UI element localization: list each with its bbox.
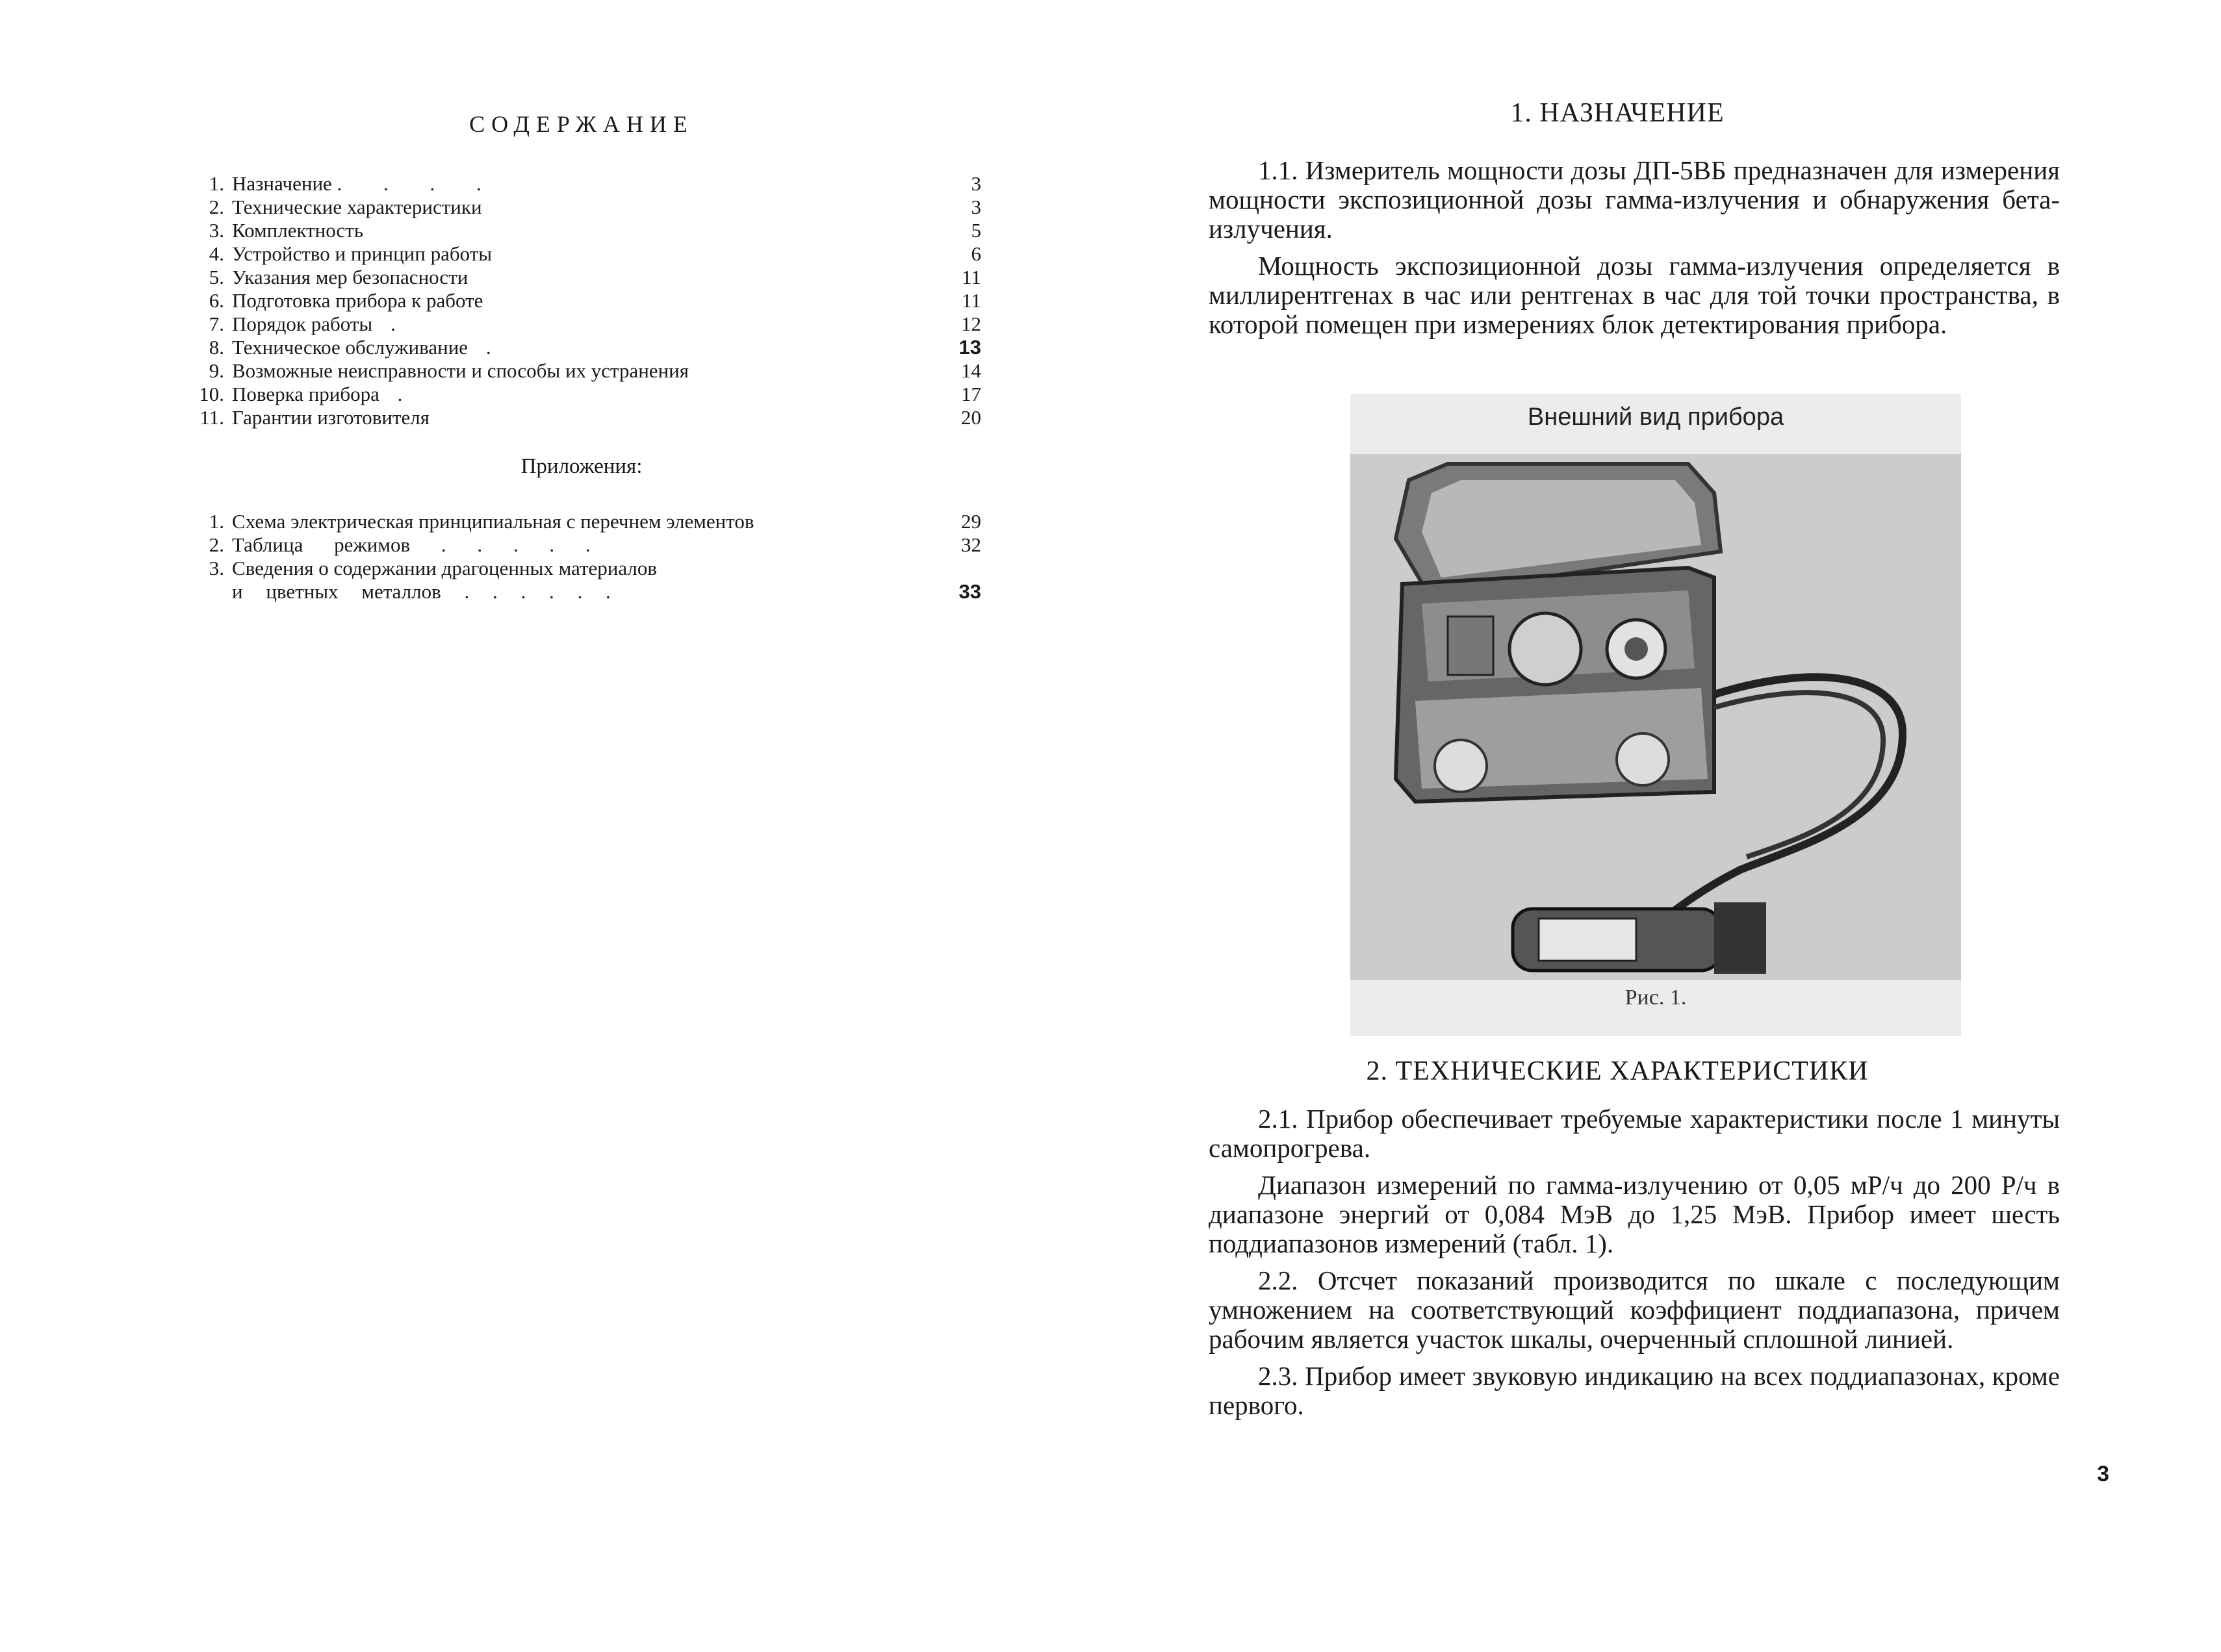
- section2-body: [1209, 1104, 2060, 1428]
- contents-title: СОДЕРЖАНИЕ: [469, 111, 694, 137]
- toc-item-page: 11: [962, 289, 981, 312]
- toc-item-page: 11: [962, 266, 981, 288]
- appendix-item[interactable]: 3. Сведения о содержании драгоценных материалов: [209, 557, 658, 579]
- toc-item-page: 20: [961, 406, 981, 429]
- appendix-item-label: Сведения о содержании драгоценных материалов: [232, 557, 658, 579]
- appendix-list: [175, 510, 981, 604]
- section2-paragraph: 2.2. Отсчет показаний производится по шкале с последующим умножением на соответствующий коэффициент поддиапазона, причем рабочим является участок шкалы, очерченный сплошной линией.: [1209, 1265, 2060, 1354]
- appendix-item-page: 32: [961, 533, 981, 556]
- section1-paragraph: 1.1. Измеритель мощности дозы ДП-5ВБ предназначен для измерения мощности экспозиционной дозы гамма-излучения и обнаружения бета-излучения.: [1209, 155, 2060, 244]
- device-photo-figure: [1350, 394, 1961, 1036]
- toc-item[interactable]: 10. Поверка прибора . 17: [199, 383, 981, 405]
- toc-item[interactable]: 3. Комплектность 5: [209, 219, 981, 242]
- toc-item[interactable]: 4. Устройство и принцип работы 6: [209, 242, 981, 265]
- toc-item-page: 3: [971, 196, 981, 218]
- section2-paragraph: 2.3. Прибор имеет звуковую индикацию на всех поддиапазонах, кроме первого.: [1209, 1361, 2060, 1420]
- toc-item-page: 6: [971, 242, 981, 265]
- appendix-item[interactable]: 1. Схема электрическая принципиальная с перечнем элементов 29: [209, 510, 981, 533]
- toc-item[interactable]: 5. Указания мер безопасности 11: [209, 266, 981, 288]
- table-of-contents: [175, 172, 981, 429]
- toc-item[interactable]: 8. Техническое обслуживание . 13: [209, 336, 981, 359]
- appendix-item[interactable]: 2. Таблица режимов . . . . . 32: [209, 533, 981, 556]
- page-number: 3: [2097, 1462, 2109, 1486]
- toc-item-label: Устройство и принцип работы: [232, 242, 493, 265]
- appendix-item-label: Схема электрическая принципиальная с перечнем элементов: [232, 510, 754, 533]
- toc-item-label: Назначение: [232, 172, 332, 195]
- figure-caption: Внешний вид прибора: [1527, 403, 1784, 431]
- toc-item-label: Гарантии изготовителя: [232, 406, 430, 429]
- toc-item-label: Указания мер безопасности: [232, 266, 469, 288]
- toc-item-label: Техническое обслуживание: [232, 336, 469, 359]
- section2-title: 2. ТЕХНИЧЕСКИЕ ХАРАКТЕРИСТИКИ: [1366, 1056, 1869, 1086]
- appendix-item-page: 29: [961, 510, 981, 533]
- toc-item-page: 12: [961, 312, 981, 335]
- section1-body: [1209, 156, 2060, 347]
- appendix-title: Приложения:: [520, 455, 643, 478]
- toc-item[interactable]: 11. Гарантии изготовителя 20: [199, 406, 981, 429]
- toc-item-label: Комплектность: [232, 219, 363, 242]
- appendix-item-label: и цветных металлов . . . . . .: [232, 580, 611, 603]
- section1-title: 1. НАЗНАЧЕНИЕ: [1510, 98, 1725, 128]
- figure-label: Рис. 1.: [1624, 985, 1687, 1010]
- toc-item[interactable]: 7. Порядок работы . 12: [209, 312, 981, 335]
- toc-item[interactable]: 9. Возможные неисправности и способы их устранения 14: [209, 359, 981, 382]
- device-photo: [1350, 454, 1961, 980]
- toc-item-label: Подготовка прибора к работе: [232, 289, 483, 312]
- toc-item-page: 3: [971, 172, 981, 195]
- toc-item-page: 14: [961, 359, 981, 382]
- toc-item-page: 5: [971, 219, 981, 242]
- toc-item-label: Возможные неисправности и способы их устранения: [232, 359, 689, 382]
- appendix-item[interactable]: [175, 580, 981, 604]
- toc-item[interactable]: 6. Подготовка прибора к работе 11: [209, 289, 981, 312]
- appendix-item-label: Таблица режимов . . . . .: [232, 533, 591, 556]
- toc-item[interactable]: 1. Назначение . . . . 3: [209, 172, 981, 195]
- toc-item-label: Поверка прибора: [232, 383, 379, 405]
- section2-paragraph: Диапазон измерений по гамма-излучению от 0,05 мР/ч до 200 Р/ч в диапазоне энергий от 0,084 МэВ до 1,25 МэВ. Прибор имеет шесть поддиапазонов измерений (табл. 1).: [1209, 1170, 2060, 1258]
- appendix-item-page: 33: [958, 580, 981, 603]
- toc-item-page: 17: [961, 383, 981, 405]
- toc-item-label: Порядок работы: [232, 312, 373, 335]
- toc-item-label: Технические характеристики: [232, 196, 482, 218]
- section2-paragraph: 2.1. Прибор обеспечивает требуемые характеристики после 1 минуты самопрогрева.: [1209, 1104, 2060, 1163]
- toc-item-page: 13: [958, 336, 981, 359]
- toc-item[interactable]: 2. Технические характеристики 3: [209, 196, 981, 218]
- section1-paragraph: Мощность экспозиционной дозы гамма-излучения определяется в миллирентгенах в час или рентгенах в час для той точки пространства, в которой помещен при измерениях блок детектирования прибора.: [1209, 251, 2060, 339]
